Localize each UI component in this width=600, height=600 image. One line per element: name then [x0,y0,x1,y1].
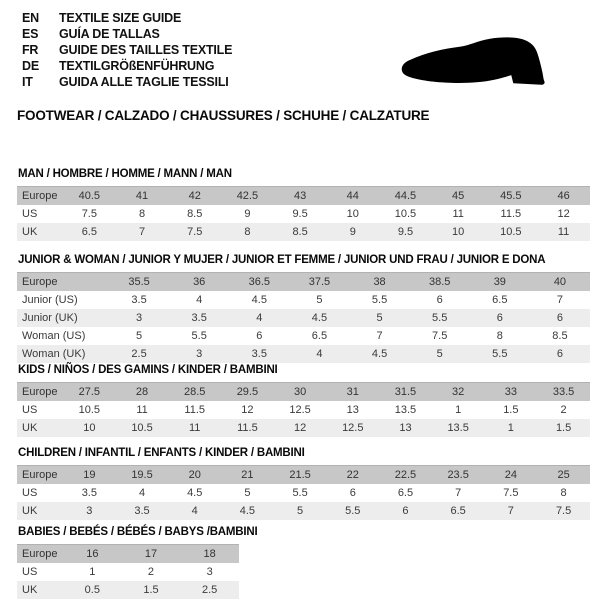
size-cell: 9.5 [379,223,432,241]
row-label: UK [17,223,63,241]
size-cell: 30 [274,383,327,402]
size-cell: 8.5 [552,330,568,342]
size-cell: 7.5 [537,502,590,520]
size-cell: 6 [379,502,432,520]
size-cell: 6.5 [63,223,116,241]
size-cell: 43 [274,187,327,206]
shoe-icon [397,34,579,98]
size-cell: 21.5 [274,466,327,485]
size-cell: 4 [168,502,221,520]
size-cell: 33 [485,383,538,402]
row-label: Woman (UK) [17,345,109,363]
language-label: GUIDE DES TAILLES TEXTILE [59,43,233,57]
row-label: Europe [17,466,63,485]
size-cell: 25 [537,466,590,485]
size-cell: 45.5 [485,187,538,206]
language-code: EN [22,11,39,25]
size-cell: 8 [221,223,274,241]
size-cell: 7 [485,502,538,520]
size-cell: 9 [326,223,379,241]
table-row [17,273,590,292]
row-label: Europe [17,545,63,564]
size-cell: 29.5 [221,383,274,402]
size-cell: 31.5 [379,383,432,402]
size-cell: 36 [169,273,229,292]
size-cell: 9 [244,208,251,220]
size-cell: 11 [452,208,464,220]
size-cell: 16 [63,545,122,564]
size-cell: 6.5 [432,502,485,520]
size-cell: 1 [455,404,462,416]
language-row [22,74,232,90]
size-cell: 6 [530,345,590,363]
size-cell: 21 [221,466,274,485]
size-cell: 10 [63,419,116,437]
size-cell: 5.5 [326,502,379,520]
size-table [17,186,590,241]
size-cell: 4.5 [289,309,349,327]
size-cell: 1.5 [503,404,519,416]
size-cell: 5.5 [470,345,530,363]
size-cell: 5 [316,294,323,306]
size-cell: 24 [485,466,538,485]
size-cell: 40 [530,273,590,292]
table-title: KIDS / NIÑOS / DES GAMINS / KINDER / BAMBINI [18,364,278,376]
size-cell: 4.5 [221,502,274,520]
size-cell: 4.5 [350,345,410,363]
size-cell: 6.5 [492,294,508,306]
size-cell: 4.5 [187,487,203,499]
size-cell: 39 [470,273,530,292]
size-cell: 40.5 [63,187,116,206]
size-cell: 44.5 [379,187,432,206]
size-table [17,465,590,520]
table-title: MAN / HOMBRE / HOMME / MANN / MAN [18,168,232,180]
size-cell: 2 [560,404,567,416]
size-cell: 11.5 [500,208,522,220]
size-cell: 6 [436,294,443,306]
row-label: US [22,566,38,578]
size-cell: 5 [410,345,470,363]
size-cell: 10 [432,223,485,241]
size-cell: 5 [350,309,410,327]
size-cell: 12 [241,404,254,416]
size-table-section [17,364,590,437]
table-row [17,291,590,309]
size-cell: 5.5 [292,487,308,499]
language-row [22,26,232,42]
size-cell: 22 [326,466,379,485]
size-table-section [17,526,257,599]
row-label: Europe [17,273,109,292]
size-cell: 4 [289,345,349,363]
language-label: TEXTILGRÖßENFÜHRUNG [59,59,215,73]
table-row [17,563,239,581]
size-cell: 5 [244,487,251,499]
row-label: US [22,487,38,499]
size-cell: 1 [89,566,96,578]
size-cell: 38.5 [410,273,470,292]
size-cell: 5 [136,330,143,342]
size-cell: 4.5 [251,294,267,306]
size-cell: 36.5 [229,273,289,292]
table-row [17,223,590,241]
size-cell: 7.5 [432,330,448,342]
size-cell: 7.5 [503,487,519,499]
size-cell: 13.5 [394,404,417,416]
size-cell: 7.5 [168,223,221,241]
size-table-section [17,168,590,241]
size-cell: 10.5 [116,419,169,437]
size-cell: 2.5 [109,345,169,363]
size-cell: 8 [560,487,567,499]
size-cell: 3.5 [131,294,147,306]
size-cell: 38 [350,273,410,292]
size-table [17,272,590,363]
category-line: FOOTWEAR / CALZADO / CHAUSSURES / SCHUHE / CALZATURE [17,108,430,123]
size-cell: 7 [455,487,462,499]
size-table [17,544,239,599]
size-table-section [17,447,590,520]
table-row [17,187,590,206]
size-cell: 13 [346,404,359,416]
size-cell: 7.5 [81,208,97,220]
language-label: GUIDA ALLE TAGLIE TESSILI [59,75,229,89]
size-cell: 5.5 [191,330,207,342]
size-cell: 3.5 [229,345,289,363]
language-label: TEXTILE SIZE GUIDE [59,11,182,25]
size-cell: 13 [379,419,432,437]
size-cell: 3 [206,566,213,578]
table-row [17,484,590,502]
size-cell: 5.5 [410,309,470,327]
table-row [17,309,590,327]
size-cell: 12 [557,208,570,220]
size-cell: 7 [556,294,563,306]
size-cell: 12.5 [289,404,311,416]
table-row [17,345,590,363]
size-cell: 18 [180,545,239,564]
size-cell: 2 [147,566,155,578]
size-cell: 19.5 [116,466,169,485]
size-cell: 0.5 [63,581,122,599]
table-row [17,419,590,437]
size-cell: 31 [326,383,379,402]
size-cell: 10.5 [78,404,101,416]
size-cell: 35.5 [109,273,169,292]
size-cell: 3 [169,345,229,363]
size-cell: 6.5 [397,487,414,499]
table-row [17,581,239,599]
size-cell: 5.5 [371,294,388,306]
size-cell: 28.5 [168,383,221,402]
row-label: Woman (US) [22,330,86,342]
size-cell: 11 [168,419,221,437]
size-cell: 3 [109,309,169,327]
size-cell: 8 [496,330,503,342]
table-row [17,545,239,564]
language-label: GUÍA DE TALLAS [59,27,160,41]
size-cell: 4 [196,294,203,306]
row-label: Junior (US) [22,294,78,306]
size-cell: 6 [349,487,356,499]
table-row [17,401,590,419]
size-cell: 19 [63,466,116,485]
size-cell: 9.5 [292,208,308,220]
language-code: DE [22,59,39,73]
row-label: US [22,208,38,220]
language-code: FR [22,43,39,57]
size-cell: 7 [116,223,169,241]
language-code: IT [22,75,33,89]
size-cell: 8.5 [274,223,327,241]
table-title: JUNIOR & WOMAN / JUNIOR Y MUJER / JUNIOR ET FEMME / JUNIOR UND FRAU / JUNIOR E DONA [18,254,546,266]
language-row [22,10,232,26]
size-cell: 32 [432,383,485,402]
table-row [17,502,590,520]
table-row [17,383,590,402]
size-cell: 11 [537,223,590,241]
size-table-section [17,254,590,363]
row-label: Europe [17,383,63,402]
size-cell: 8.5 [187,208,203,220]
size-cell: 27.5 [63,383,116,402]
size-cell: 20 [168,466,221,485]
table-row [17,466,590,485]
row-label: Junior (UK) [17,309,109,327]
row-label: UK [17,502,63,520]
size-cell: 22.5 [379,466,432,485]
size-cell: 11 [136,404,148,416]
language-row [22,42,232,58]
row-label: UK [17,419,63,437]
table-row [17,205,590,223]
size-cell: 10.5 [485,223,538,241]
size-cell: 4 [138,487,146,499]
table-title: CHILDREN / INFANTIL / ENFANTS / KINDER / BAMBINI [18,447,305,459]
size-cell: 3 [63,502,116,520]
size-cell: 1.5 [122,581,181,599]
size-cell: 12 [274,419,327,437]
size-cell: 10 [346,208,359,220]
size-cell: 3.5 [169,309,229,327]
size-cell: 45 [432,187,485,206]
language-row [22,58,232,74]
size-cell: 41 [116,187,169,206]
language-code: ES [22,27,39,41]
size-cell: 13.5 [432,419,485,437]
size-cell: 11.5 [221,419,274,437]
size-cell: 6 [256,330,263,342]
size-cell: 3.5 [116,502,169,520]
size-cell: 44 [326,187,379,206]
size-cell: 1.5 [537,419,590,437]
size-cell: 12.5 [326,419,379,437]
size-cell: 3.5 [81,487,97,499]
size-cell: 37.5 [289,273,349,292]
size-cell: 42.5 [221,187,274,206]
language-list [22,10,232,90]
size-cell: 42 [168,187,221,206]
size-cell: 4 [229,309,289,327]
size-cell: 2.5 [180,581,239,599]
size-table [17,382,590,437]
size-cell: 17 [122,545,181,564]
row-label: Europe [17,187,63,206]
size-cell: 6.5 [311,330,328,342]
size-cell: 33.5 [537,383,590,402]
size-cell: 11.5 [184,404,206,416]
size-cell: 46 [537,187,590,206]
table-row [17,327,590,345]
size-cell: 1 [485,419,538,437]
size-cell: 5 [274,502,327,520]
row-label: US [22,404,38,416]
size-cell: 28 [116,383,169,402]
row-label: UK [17,581,63,599]
table-title: BABIES / BEBÉS / BÉBÉS / BABYS /BAMBINI [18,526,258,538]
size-cell: 8 [138,208,146,220]
size-cell: 6 [470,309,530,327]
size-cell: 10.5 [394,208,417,220]
size-cell: 6 [530,309,590,327]
size-cell: 23.5 [432,466,485,485]
size-cell: 7 [376,330,383,342]
